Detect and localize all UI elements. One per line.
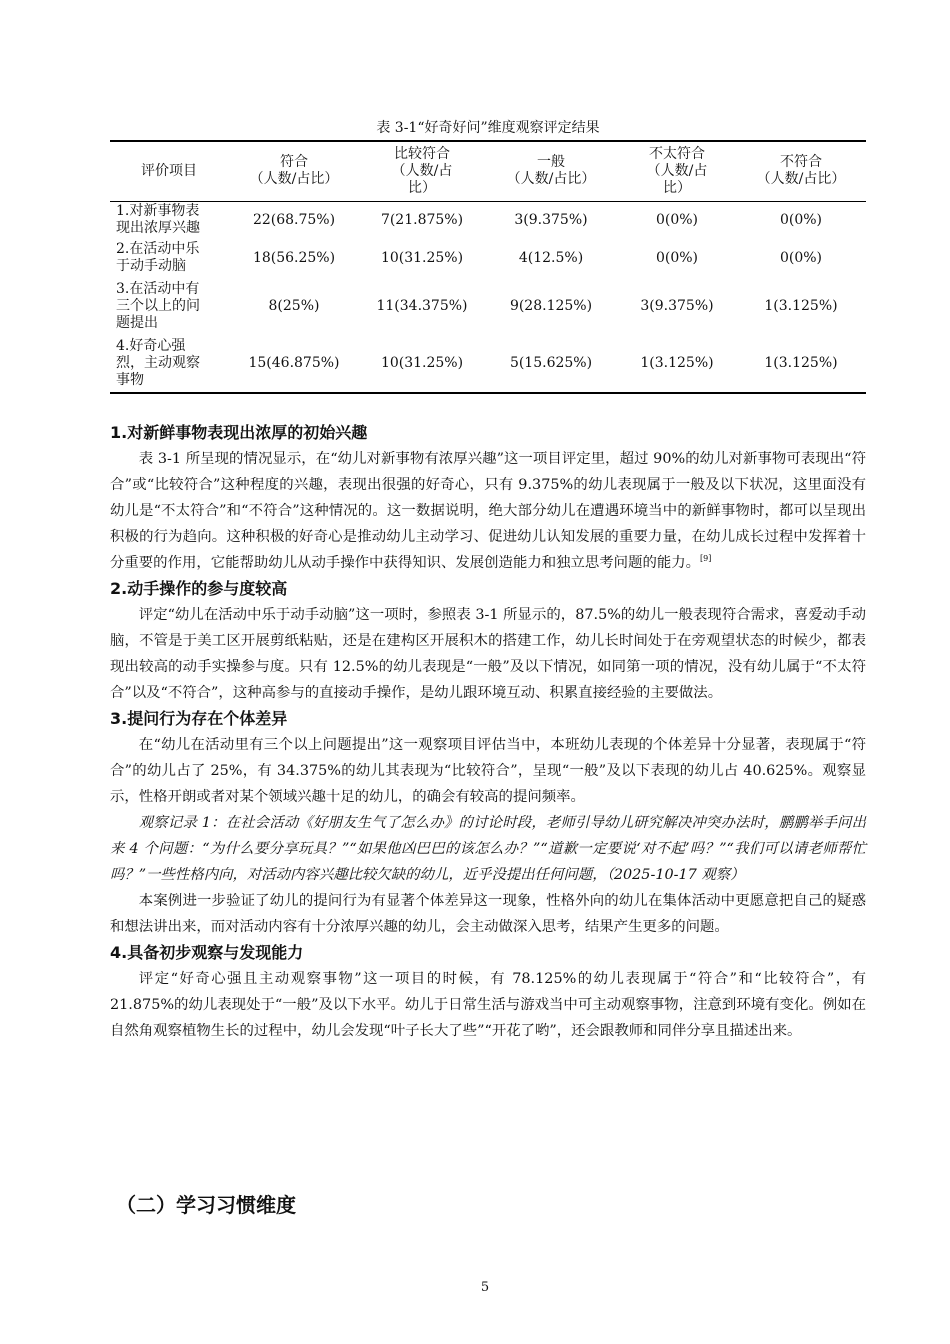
- table-cell: 3.在活动中有 三个以上的问 题提出: [116, 280, 200, 331]
- header-cell: 比较符合 （人数/占 比）: [360, 141, 484, 201]
- body-text: [110, 420, 866, 1044]
- page-number: 5: [480, 1280, 490, 1295]
- table-cell: 9(28.125%): [509, 297, 593, 314]
- header-cell: 不太符合 （人数/占 比）: [618, 141, 736, 201]
- paragraph: 评定“幼儿在活动中乐于动手动脑”这一项时，参照表 3-1 所显示的，87.5%的幼儿一般表现符合需求，喜爱动手动脑，不管是于美工区开展剪纸粘贴，还是在建构区开展积木的搭建工作，幼儿长时间处于在旁观望状态的时候少，都表现出较高的动手实操参与度。只有 12.5%的幼儿表现是“一般”及以下情况，如同第一项的情况，没有幼儿属于“不太符合”以及“不符合”，这种高参与的直接动手操作，是幼儿跟环境互动、积累直接经验的主要做法。: [110, 607, 866, 701]
- table-row: [110, 239, 866, 277]
- section-heading-4: 4.具备初步观察与发现能力: [110, 943, 304, 962]
- table-cell: 1.对新事物表 现出浓厚兴趣: [116, 203, 200, 237]
- table-cell: 10(31.25%): [380, 355, 464, 371]
- table-cell: 3(9.375%): [514, 211, 588, 228]
- table-header-row: [110, 141, 866, 201]
- paragraph: 在“幼儿在活动里有三个以上问题提出”这一观察项目评估当中，本班幼儿表现的个体差异十分显著，表现属于“符合”的幼儿占了 25%，有 34.375%的幼儿其表现为“比较符合”，呈现“一般”及以下表现的幼儿占 40.625%。观察显示，性格开朗或者对某个领域兴趣十足的幼儿，的确会有较高的提问频率。: [110, 737, 866, 805]
- table-cell: 7(21.875%): [380, 211, 464, 228]
- table-cell: 22(68.75%): [252, 211, 336, 228]
- table-row: [110, 201, 866, 239]
- table-cell: 8(25%): [268, 297, 320, 314]
- evaluation-table: [110, 140, 866, 394]
- table-row: [110, 277, 866, 335]
- table-row: [110, 335, 866, 393]
- table-cell: 15(46.875%): [248, 355, 340, 371]
- paragraph-text: 表 3-1 所呈现的情况显示，在“幼儿对新事物有浓厚兴趣”这一项目评定里，超过 90%的幼儿对新事物可表现出“符合”或“比较符合”这种程度的兴趣，表现出很强的好奇心，只有 9.375%的幼儿表现属于一般及以下状况，这里面没有幼儿是“不太符合”和“不符合”这种情况的。这一数据说明，绝大部分幼儿在遭遇环境当中的新鲜事物时，都可以呈现出积极的行为趋向。这种积极的好奇心是推动幼儿主动学习、促进幼儿认知发展的重要力量，在幼儿成长过程中发挥着十分重要的作用，它能帮助幼儿从动手操作中获得知识、发展创造能力和独立思考问题的能力。: [110, 451, 866, 571]
- table-cell: 0(0%): [779, 211, 823, 228]
- observation-record: 观察记录 1：在社会活动《好朋友生气了怎么办》的讨论时段，老师引导幼儿研究解决冲突办法时，鹏鹏举手问出来 4 个问题：“为什么要分享玩具？”“如果他凶巴巴的该怎么办？”“道歉一定要说‘对不起’吗？”“我们可以请老师帮忙吗？”一些性格内向，对活动内容兴趣比较欠缺的幼儿，近乎没提出任何问题，（2025-10-17 观察）: [110, 815, 866, 883]
- table-cell: 4(12.5%): [518, 249, 584, 266]
- table-cell: 0(0%): [655, 211, 699, 228]
- section-heading-1: 1.对新鲜事物表现出浓厚的初始兴趣: [110, 423, 368, 442]
- section-heading-3: 3.提问行为存在个体差异: [110, 709, 288, 728]
- table-cell: 1(3.125%): [764, 355, 838, 371]
- table-cell: 5(15.625%): [509, 355, 593, 371]
- section-heading-2: 2.动手操作的参与度较高: [110, 579, 288, 598]
- table-cell: 1(3.125%): [640, 355, 714, 371]
- paragraph: 评定“好奇心强且主动观察事物”这一项目的时候，有 78.125%的幼儿表现属于“符合”和“比较符合”，有 21.875%的幼儿表现处于“一般”及以下水平。幼儿于日常生活与游戏当中可主动观察事物，注意到环境有变化。例如在自然角观察植物生长的过程中，幼儿会发现“叶子长大了些”“开花了哟”，还会跟教师和同伴分享且描述出来。: [110, 971, 866, 1039]
- table-cell: 0(0%): [655, 249, 699, 266]
- header-cell: 不符合 （人数/占比）: [736, 141, 866, 201]
- header-cell: 符合 （人数/占比）: [228, 141, 360, 201]
- table-cell: 1(3.125%): [764, 297, 838, 314]
- table-cell: 10(31.25%): [380, 249, 464, 266]
- table-caption: 表 3-1“好奇好问”维度观察评定结果: [376, 120, 600, 136]
- table-cell: 18(56.25%): [252, 249, 336, 266]
- header-cell: 评价项目: [110, 141, 228, 201]
- section-title: （二）学习习惯维度: [116, 1193, 296, 1217]
- table-cell: 2.在活动中乐 于动手动脑: [116, 241, 200, 274]
- paragraph: [110, 446, 866, 576]
- header-cell: 一般 （人数/占比）: [484, 141, 618, 201]
- table-cell: 11(34.375%): [376, 297, 468, 314]
- paragraph: 本案例进一步验证了幼儿的提问行为有显著个体差异这一现象，性格外向的幼儿在集体活动中更愿意把自己的疑惑和想法讲出来，而对活动内容有十分浓厚兴趣的幼儿，会主动做深入思考，结果产生更多的问题。: [110, 893, 866, 935]
- table-cell: 3(9.375%): [640, 297, 714, 314]
- citation-mark: [9]: [700, 554, 712, 564]
- table-cell: 4.好奇心强 烈，主动观察 事物: [116, 338, 200, 388]
- table-cell: 0(0%): [779, 249, 823, 266]
